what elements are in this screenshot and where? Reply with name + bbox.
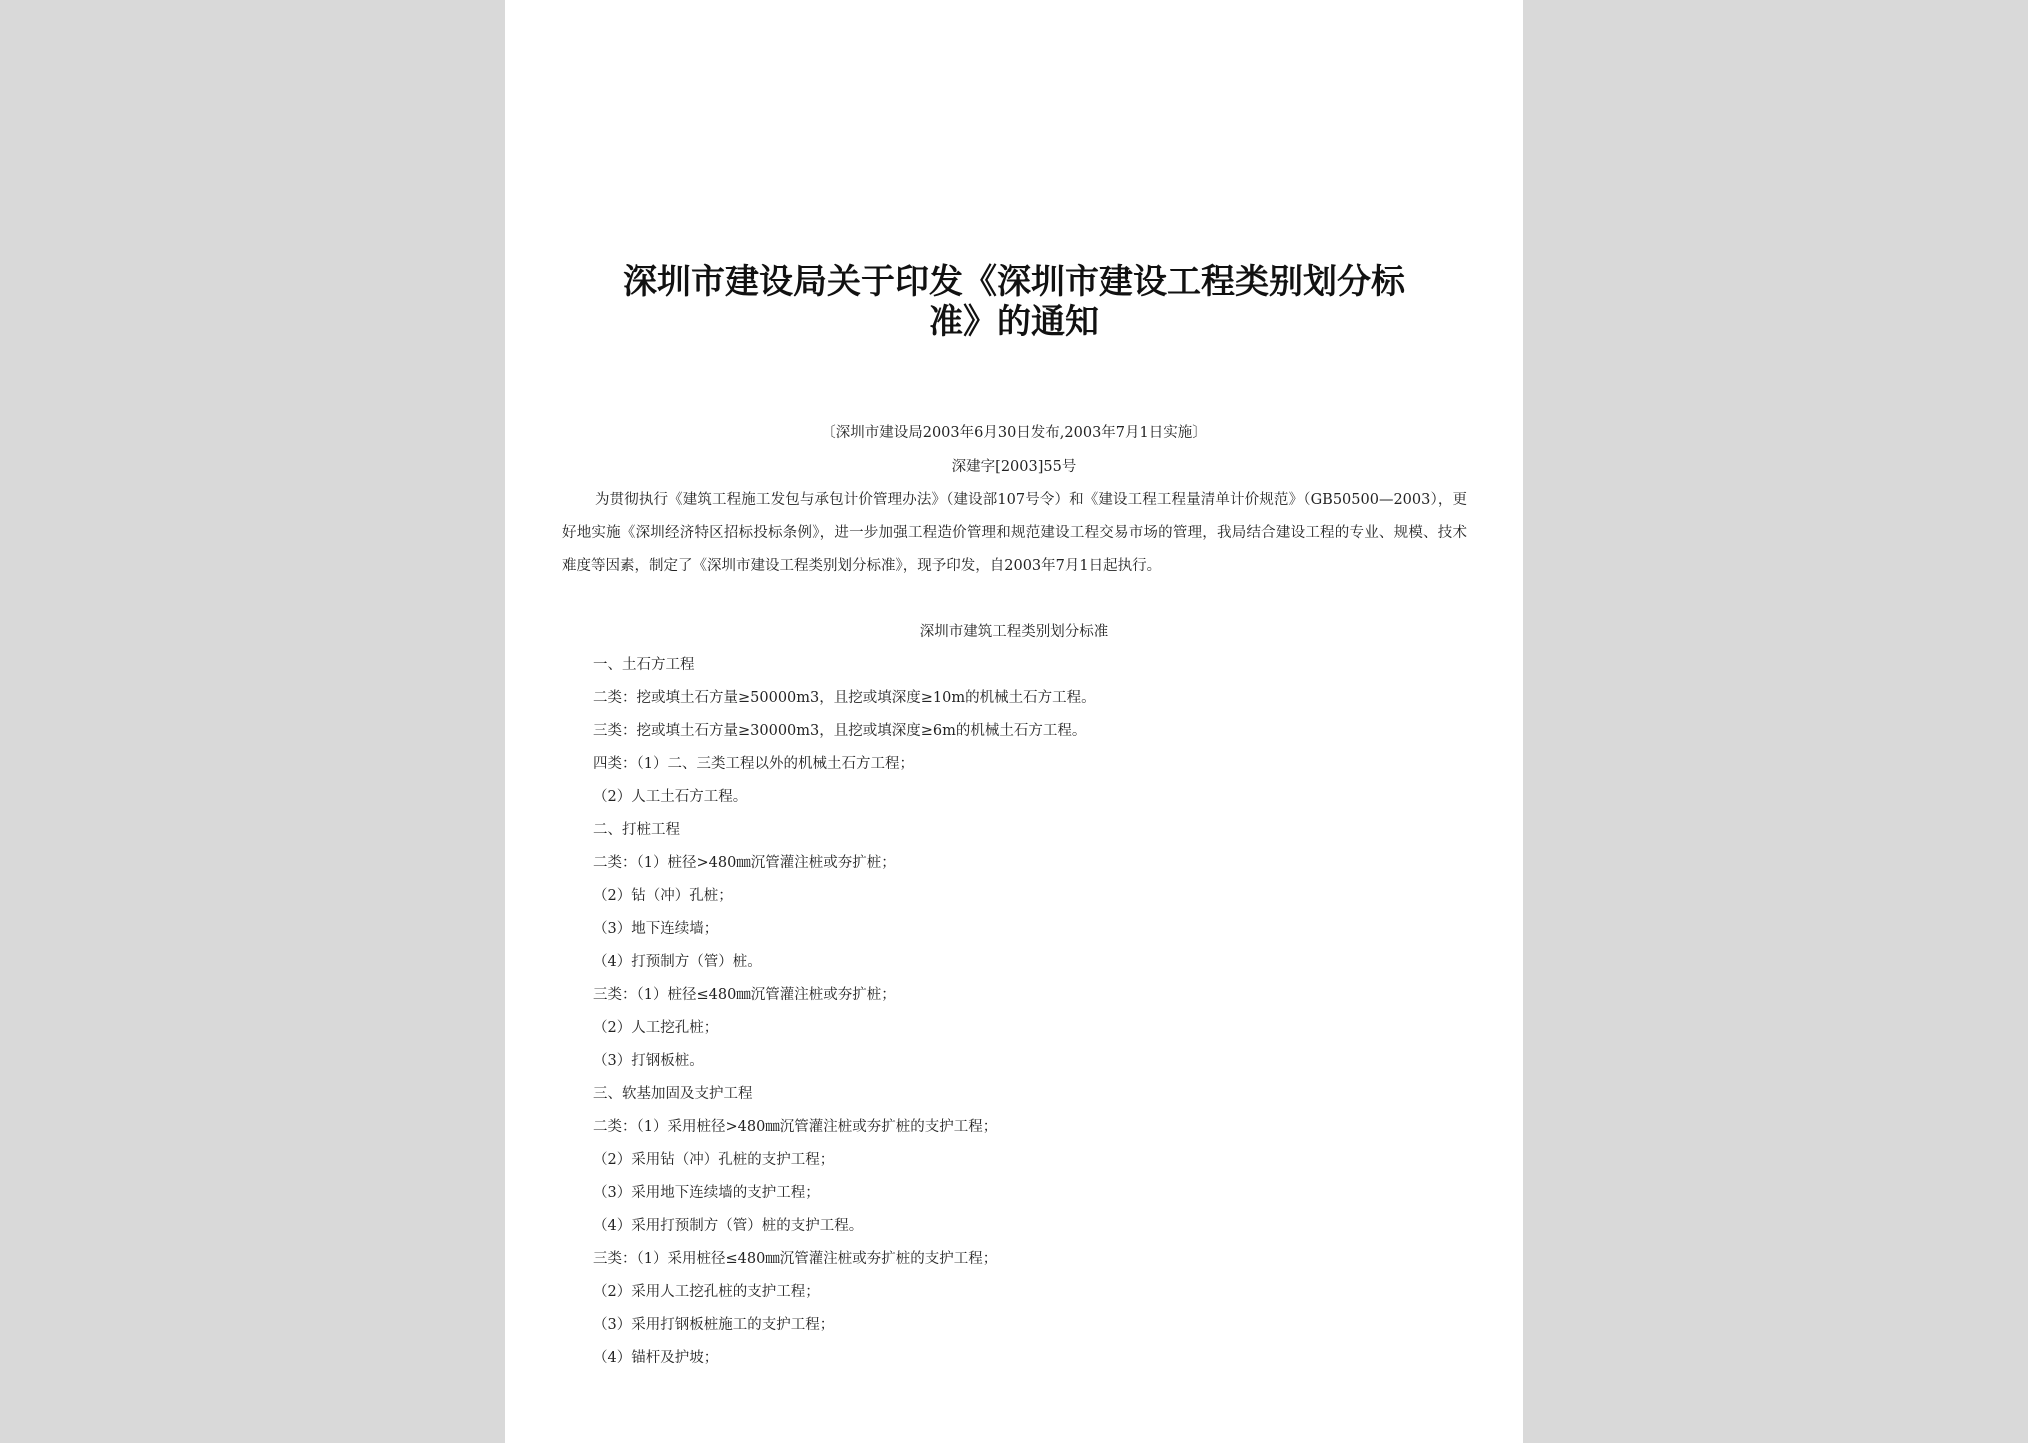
list-item: 三类：（1）采用桩径≤480㎜沉管灌注桩或夯扩桩的支护工程； (593, 1251, 998, 1267)
title-line-2: 准》的通知 (929, 302, 1099, 342)
list-item: （2）采用人工挖孔桩的支护工程； (593, 1284, 820, 1300)
intro-paragraph: 为贯彻执行《建筑工程施工发包与承包计价管理办法》（建设部107号令）和《建设工程工程量清单计价规范》（GB50500—2003），更好地实施《深圳经济特区招标投标条例》，进一步加强工程造价管理和规范建设工程交易市场的管理，我局结合建设工程的专业、规模、技术难度等因素，制定了《深圳市建设工程类别划分标准》，现予印发，自2003年7月1日起执行。 (562, 492, 1467, 574)
list-item: 二类：（1）桩径>480㎜沉管灌注桩或夯扩桩； (593, 855, 896, 871)
list-item: （3）采用地下连续墙的支护工程； (593, 1185, 820, 1201)
list-item: 一、土石方工程 (593, 657, 695, 673)
list-item: 二类：挖或填土石方量≥50000m3，且挖或填深度≥10m的机械土石方工程。 (593, 690, 1096, 706)
document-page (505, 0, 1523, 1443)
document-number: 深建字[2003]55号 (951, 459, 1077, 475)
document-title (585, 262, 1443, 342)
list-item: （4）打预制方（管）桩。 (593, 954, 762, 970)
list-item: 二、打桩工程 (593, 822, 680, 838)
title-line-1: 深圳市建设局关于印发《深圳市建设工程类别划分标 (623, 262, 1405, 302)
list-item: （2）人工土石方工程。 (593, 789, 748, 805)
list-item: 四类：（1）二、三类工程以外的机械土石方工程； (593, 756, 914, 772)
list-item: （3）地下连续墙； (593, 921, 719, 937)
list-item: 三类：挖或填土石方量≥30000m3，且挖或填深度≥6m的机械土石方工程。 (593, 723, 1087, 739)
list-item: （2）采用钻（冲）孔桩的支护工程； (593, 1152, 835, 1168)
list-item: （2）钻（冲）孔桩； (593, 888, 733, 904)
list-item: 三类：（1）桩径≤480㎜沉管灌注桩或夯扩桩； (593, 987, 896, 1003)
section-title: 深圳市建筑工程类别划分标准 (919, 624, 1109, 640)
issue-note: 〔深圳市建设局2003年6月30日发布,2003年7月1日实施〕 (821, 425, 1207, 441)
list-item: （4）采用打预制方（管）桩的支护工程。 (593, 1218, 864, 1234)
standard-items-list (593, 649, 1443, 1375)
list-item: （4）锚杆及护坡； (593, 1350, 719, 1366)
list-item: （3）打钢板桩。 (593, 1053, 704, 1069)
list-item: （3）采用打钢板桩施工的支护工程； (593, 1317, 835, 1333)
list-item: 三、软基加固及支护工程 (593, 1086, 753, 1102)
list-item: （2）人工挖孔桩； (593, 1020, 719, 1036)
list-item: 二类：（1）采用桩径>480㎜沉管灌注桩或夯扩桩的支护工程； (593, 1119, 998, 1135)
